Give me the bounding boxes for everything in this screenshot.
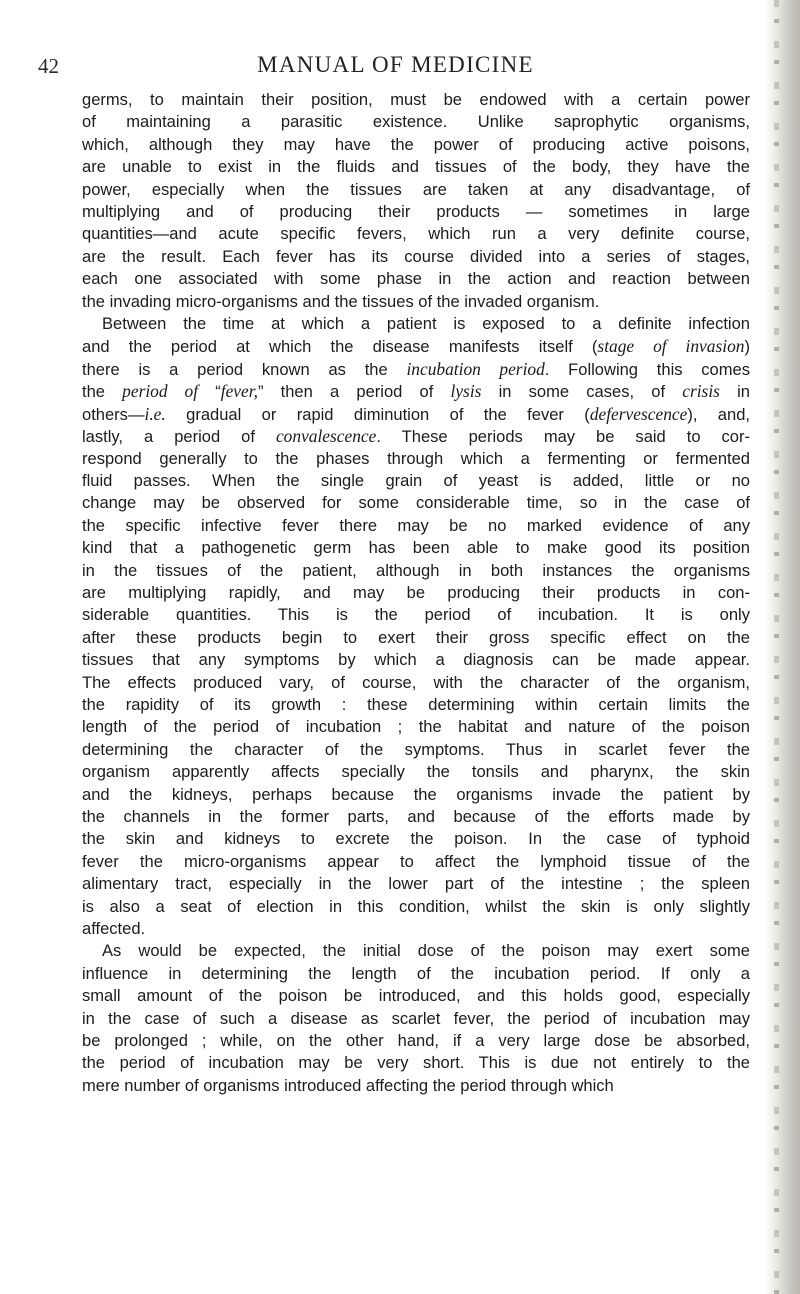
text-line: are unable to exist in the fluids and tissues of the body, they have the: [82, 157, 750, 177]
text-line: of maintaining a parasitic existence. Unlike saprophytic organisms,: [82, 112, 750, 132]
text-line: and the kidneys, perhaps because the organisms invade the patient by: [82, 784, 750, 804]
text-line: the period of incubation may be very short. This is due not entirely to the: [82, 1053, 750, 1073]
text-line: the rapidity of its growth : these determining within certain limits the: [82, 694, 750, 714]
text-line: siderable quantities. This is the period of incubation. It is only: [82, 605, 750, 625]
text-line: lastly, a period of convalescence. These periods may be said to cor-: [82, 426, 750, 447]
text-line: be prolonged ; while, on the other hand, if a very large dose be absorbed,: [82, 1031, 750, 1051]
page-number: 42: [38, 54, 59, 78]
body-text: [82, 89, 750, 1097]
text-line: each one associated with some phase in the action and reaction between: [82, 269, 750, 289]
text-line: determining the character of the symptoms. Thus in scarlet fever the: [82, 739, 750, 759]
page-edge-shadow: [764, 0, 800, 1294]
text-line: is also a seat of election in this condition, whilst the skin is only slightly: [82, 896, 750, 916]
text-line: the invading micro-organisms and the tissues of the invaded organism.: [82, 291, 600, 311]
text-line: the specific infective fever there may be no marked evidence of any: [82, 515, 750, 535]
text-line: influence in determining the length of the incubation period. If only a: [82, 963, 750, 983]
text-line: alimentary tract, especially in the lower part of the intestine ; the spleen: [82, 874, 750, 894]
text-line: Between the time at which a patient is exposed to a definite infection: [102, 314, 750, 334]
text-line: small amount of the poison be introduced, and this holds good, especially: [82, 986, 750, 1006]
text-line: kind that a pathogenetic germ has been able to make good its position: [82, 538, 750, 558]
text-line: germs, to maintain their position, must be endowed with a certain power: [82, 90, 750, 109]
text-line: which, although they may have the power of producing active poisons,: [82, 134, 750, 154]
text-line: are the result. Each fever has its course divided into a series of stages,: [82, 246, 750, 266]
text-line: The effects produced vary, of course, with the character of the organism,: [82, 672, 750, 692]
text-line: fever the micro-organisms appear to affect the lymphoid tissue of the: [82, 851, 750, 871]
text-line: and the period at which the disease manifests itself (stage of invasion): [82, 336, 750, 357]
text-line: power, especially when the tissues are taken at any disadvantage, of: [82, 179, 750, 199]
text-line: after these products begin to exert their gross specific effect on the: [82, 627, 750, 647]
text-line: quantities—and acute specific fevers, which run a very definite course,: [82, 224, 750, 244]
text-line: others—i.e. gradual or rapid diminution of the fever (defervescence), and,: [82, 403, 750, 424]
text-line: length of the period of incubation ; the habitat and nature of the poison: [82, 717, 750, 737]
text-line: there is a period known as the incubation period. Following this comes: [82, 358, 750, 379]
text-line: multiplying and of producing their products — sometimes in large: [82, 202, 750, 222]
text-line: organism apparently affects specially the tonsils and pharynx, the skin: [82, 762, 750, 782]
text-line: in the tissues of the patient, although in both instances the organisms: [82, 560, 750, 580]
text-line: tissues that any symptoms by which a diagnosis can be made appear.: [82, 650, 750, 670]
text-line: the skin and kidneys to excrete the poison. In the case of typhoid: [82, 829, 750, 849]
text-line: affected.: [82, 919, 146, 939]
text-line: the channels in the former parts, and because of the efforts made by: [82, 807, 750, 826]
text-line: fluid passes. When the single grain of yeast is added, little or no: [82, 470, 750, 490]
text-line: change may be observed for some considerable time, so in the case of: [82, 493, 750, 513]
text-line: the period of “fever,” then a period of lysis in some cases, of crisis in: [82, 381, 750, 402]
text-line: are multiplying rapidly, and may be producing their products in con-: [82, 582, 750, 602]
text-line: mere number of organisms introduced affecting the period through which: [82, 1075, 614, 1095]
text-line: in the case of such a disease as scarlet fever, the period of incubation may: [82, 1008, 750, 1028]
page-header: [38, 52, 753, 82]
text-line: As would be expected, the initial dose of the poison may exert some: [102, 941, 750, 961]
text-line: respond generally to the phases through which a fermenting or fermented: [82, 448, 750, 468]
running-title: MANUAL OF MEDICINE: [257, 52, 534, 77]
